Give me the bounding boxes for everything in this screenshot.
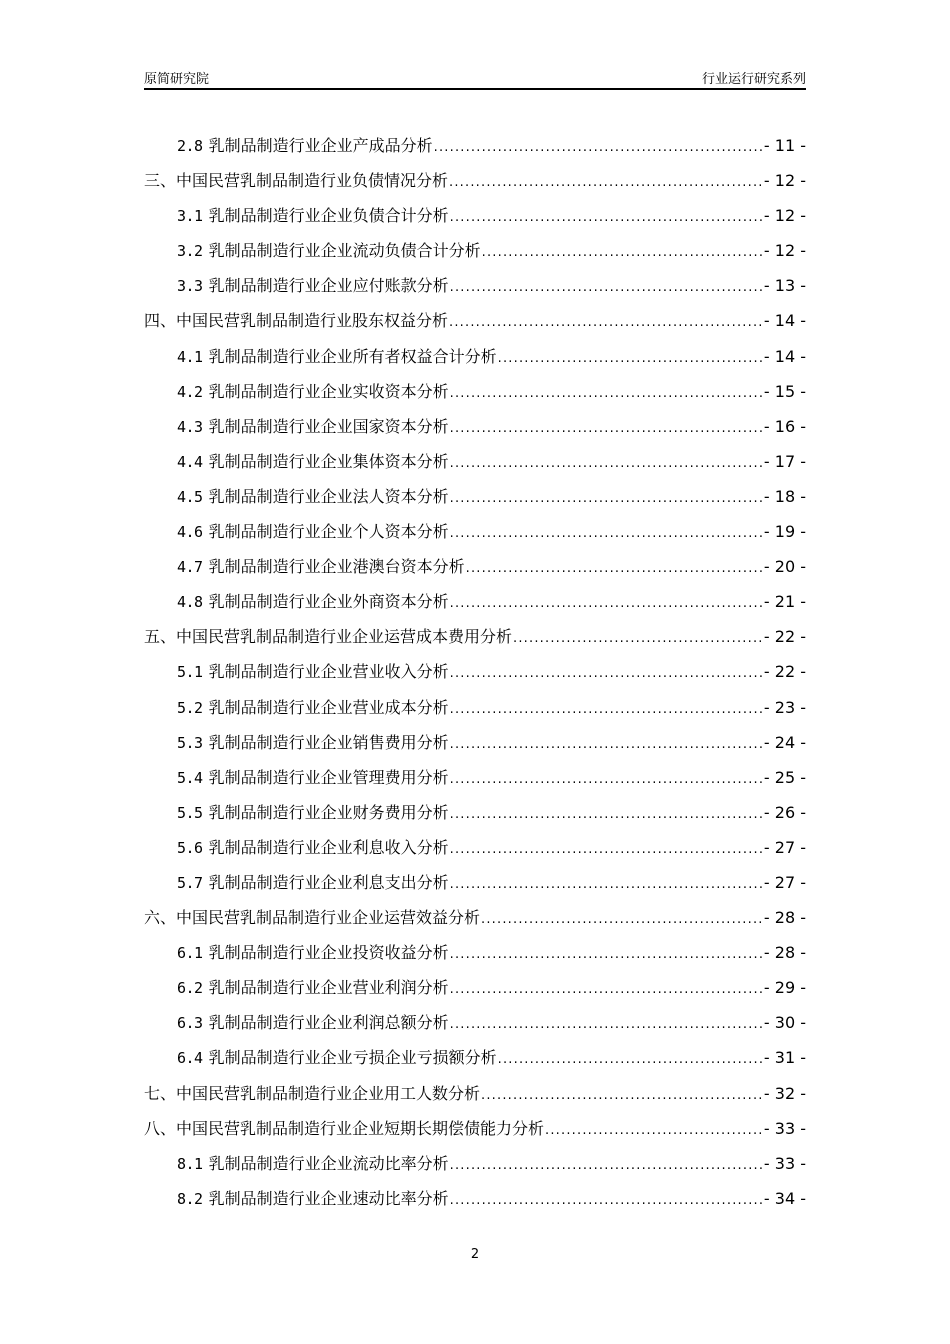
toc-entry-title: 乳制品制造行业企业应付账款分析 [208,276,449,296]
toc-dot-leader [498,1042,763,1076]
toc-entry[interactable] [144,305,806,340]
toc-entry[interactable] [144,1183,806,1218]
toc-entry-title: 乳制品制造行业企业速动比率分析 [208,1188,449,1208]
toc-entry-page: - 20 - [763,557,806,577]
toc-entry-title: 乳制品制造行业企业营业利润分析 [208,978,449,998]
toc-entry[interactable] [144,586,806,621]
toc-entry-page: - 29 - [763,978,806,998]
toc-entry-title: 乳制品制造行业企业利息收入分析 [208,837,449,857]
toc-entry[interactable] [144,481,806,516]
toc-dot-leader [450,656,763,690]
toc-dot-leader [450,727,763,761]
toc-entry-title: 乳制品制造行业企业营业收入分析 [208,662,449,682]
toc-entry[interactable] [144,165,806,200]
toc-entry-number: 6.1 [177,944,203,963]
toc-dot-leader [482,235,763,269]
toc-entry-number: 5.1 [177,663,203,682]
toc-entry-title: 五、中国民营乳制品制造行业企业运营成本费用分析 [144,627,513,647]
toc-entry-page: - 11 - [763,136,806,155]
toc-entry-number: 8.1 [177,1154,203,1173]
toc-dot-leader [450,972,763,1006]
toc-entry-title: 乳制品制造行业企业所有者权益合计分析 [208,346,497,366]
toc-entry-page: - 22 - [763,662,806,682]
toc-entry-page: - 30 - [763,1013,806,1033]
toc-entry[interactable] [144,376,806,411]
toc-entry-number: 6.2 [177,979,203,998]
toc-dot-leader [450,937,763,971]
toc-dot-leader [498,341,763,375]
toc-entry-page: - 33 - [763,1118,806,1138]
toc-entry[interactable] [144,832,806,867]
toc-entry[interactable] [144,200,806,235]
toc-entry-number: 2.8 [177,137,203,155]
toc-entry[interactable] [144,516,806,551]
toc-entry[interactable] [144,551,806,586]
toc-entry[interactable] [144,762,806,797]
toc-entry-number: 3.1 [177,207,203,226]
toc-dot-leader [513,621,763,655]
toc-entry-page: - 12 - [763,171,806,191]
toc-entry-number: 4.1 [177,347,203,366]
toc-entry-page: - 26 - [763,802,806,822]
toc-entry[interactable] [144,621,806,656]
toc-dot-leader [449,165,763,199]
toc-entry-title: 乳制品制造行业企业实收资本分析 [208,381,449,401]
toc-dot-leader [450,1148,763,1182]
header-publisher: 原简研究院 [144,72,210,87]
toc-entry-number: 5.2 [177,698,203,717]
toc-entry-title: 乳制品制造行业企业亏损企业亏损额分析 [208,1048,497,1068]
toc-entry-title: 乳制品制造行业企业销售费用分析 [208,732,449,752]
toc-dot-leader [450,867,763,901]
toc-entry-number: 6.4 [177,1049,203,1068]
toc-entry[interactable] [144,1113,806,1148]
toc-entry-page: - 16 - [763,416,806,436]
toc-entry-page: - 15 - [763,381,806,401]
toc-entry-page: - 25 - [763,767,806,787]
toc-entry-title: 乳制品制造行业企业管理费用分析 [208,767,449,787]
toc-entry[interactable] [144,656,806,691]
toc-entry-title: 乳制品制造行业企业外商资本分析 [208,592,449,612]
toc-entry[interactable] [144,270,806,305]
toc-entry-page: - 12 - [763,206,806,226]
toc-entry-number: 4.2 [177,382,203,401]
toc-entry-title: 乳制品制造行业企业产成品分析 [208,136,433,155]
toc-dot-leader [450,692,763,726]
toc-entry-number: 5.6 [177,838,203,857]
toc-dot-leader [450,481,763,515]
toc-entry-number: 5.7 [177,873,203,892]
toc-entry-page: - 27 - [763,872,806,892]
toc-entry-page: - 34 - [763,1188,806,1208]
toc-entry-page: - 18 - [763,486,806,506]
toc-entry[interactable] [144,446,806,481]
toc-entry-page: - 14 - [763,346,806,366]
page-header [144,66,806,90]
toc-entry[interactable] [144,972,806,1007]
toc-dot-leader [450,586,763,620]
toc-dot-leader [450,411,763,445]
toc-entry-number: 4.8 [177,593,203,612]
toc-entry-title: 乳制品制造行业企业营业成本分析 [208,697,449,717]
toc-entry-page: - 12 - [763,241,806,261]
toc-entry-title: 乳制品制造行业企业流动负债合计分析 [208,241,481,261]
toc-dot-leader [450,376,763,410]
header-series: 行业运行研究系列 [701,72,806,87]
toc-entry-title: 乳制品制造行业企业利息支出分析 [208,872,449,892]
toc-dot-leader [449,305,763,339]
toc-entry-page: - 22 - [763,627,806,647]
toc-entry-title: 乳制品制造行业企业个人资本分析 [208,522,449,542]
toc-entry[interactable] [144,1042,806,1077]
toc-entry[interactable] [144,867,806,902]
toc-entry[interactable] [144,130,806,165]
toc-entry-number: 4.4 [177,452,203,471]
toc-entry-title: 乳制品制造行业企业负债合计分析 [208,206,449,226]
toc-entry-title: 乳制品制造行业企业法人资本分析 [208,486,449,506]
toc-dot-leader [450,762,763,796]
toc-entry-page: - 24 - [763,732,806,752]
toc-entry[interactable] [144,937,806,972]
toc-entry[interactable] [144,341,806,376]
toc-entry-page: - 33 - [763,1153,806,1173]
toc-entry[interactable] [144,1078,806,1113]
toc-dot-leader [545,1113,763,1147]
toc-entry-page: - 31 - [763,1048,806,1068]
toc-entry-number: 3.2 [177,242,203,261]
toc-entry-title: 乳制品制造行业企业集体资本分析 [208,451,449,471]
toc-entry-page: - 28 - [763,908,806,928]
toc-entry-number: 4.7 [177,558,203,577]
toc-dot-leader [450,1007,763,1041]
toc-dot-leader [450,446,763,480]
toc-entry-number: 5.3 [177,733,203,752]
toc-entry-number: 4.3 [177,417,203,436]
toc-entry-page: - 23 - [763,697,806,717]
toc-entry[interactable] [144,902,806,937]
toc-entry-number: 8.2 [177,1189,203,1208]
toc-entry-number: 4.5 [177,487,203,506]
toc-entry-page: - 28 - [763,943,806,963]
toc-entry-page: - 21 - [763,592,806,612]
toc-entry-number: 5.4 [177,768,203,787]
toc-entry-page: - 27 - [763,837,806,857]
toc-entry-title: 乳制品制造行业企业财务费用分析 [208,802,449,822]
toc-dot-leader [481,902,763,936]
table-of-contents [144,130,806,1218]
toc-entry-number: 6.3 [177,1014,203,1033]
toc-entry-title: 八、中国民营乳制品制造行业企业短期长期偿债能力分析 [144,1118,545,1138]
toc-entry-number: 5.5 [177,803,203,822]
toc-dot-leader [466,551,763,585]
toc-dot-leader [450,516,763,550]
toc-dot-leader [450,797,763,831]
toc-entry[interactable] [144,727,806,762]
toc-entry[interactable] [144,1148,806,1183]
toc-entry[interactable] [144,692,806,727]
toc-dot-leader [481,1078,763,1112]
toc-entry-page: - 13 - [763,276,806,296]
toc-entry-page: - 17 - [763,451,806,471]
toc-entry-title: 乳制品制造行业企业投资收益分析 [208,943,449,963]
page-number: 2 [470,1247,480,1262]
toc-entry-title: 乳制品制造行业企业港澳台资本分析 [208,557,465,577]
toc-entry-title: 四、中国民营乳制品制造行业股东权益分析 [144,311,449,331]
toc-entry-page: - 32 - [763,1083,806,1103]
toc-entry[interactable] [144,1007,806,1042]
toc-entry[interactable] [144,797,806,832]
toc-entry-title: 三、中国民营乳制品制造行业负债情况分析 [144,171,449,191]
toc-dot-leader [450,832,763,866]
toc-dot-leader [450,270,763,304]
toc-entry-title: 七、中国民营乳制品制造行业企业用工人数分析 [144,1083,481,1103]
toc-dot-leader [450,1183,763,1217]
toc-entry-number: 3.3 [177,277,203,296]
toc-dot-leader [434,130,763,164]
toc-entry-title: 乳制品制造行业企业利润总额分析 [208,1013,449,1033]
toc-entry-page: - 14 - [763,311,806,331]
toc-entry-page: - 19 - [763,522,806,542]
toc-entry[interactable] [144,411,806,446]
toc-entry[interactable] [144,235,806,270]
toc-entry-number: 4.6 [177,523,203,542]
toc-entry-title: 乳制品制造行业企业流动比率分析 [208,1153,449,1173]
toc-entry-title: 六、中国民营乳制品制造行业企业运营效益分析 [144,908,481,928]
toc-entry-title: 乳制品制造行业企业国家资本分析 [208,416,449,436]
toc-dot-leader [450,200,763,234]
